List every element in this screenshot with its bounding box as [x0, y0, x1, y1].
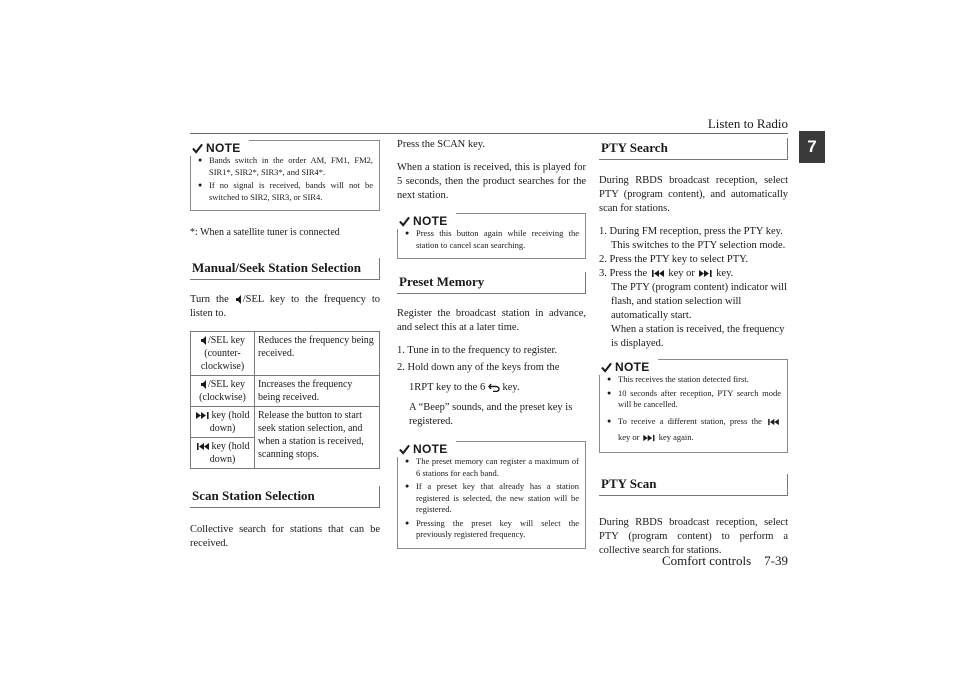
note-item: ● If a preset key that already has a station registered is selected, the new station will be registered.: [404, 481, 579, 516]
check-icon: [399, 444, 410, 455]
header-rule: [190, 133, 788, 134]
section-heading-manual-seek: Manual/Seek Station Selection: [190, 258, 380, 280]
note-item: ● To receive a different station, press the key or key again.: [606, 413, 781, 445]
scan-description: When a station is received, this is played for 5 seconds, then the product searches for the next station.: [397, 162, 586, 201]
table-row: [191, 332, 380, 376]
preset-steps: [397, 344, 586, 429]
list-item: 2. Hold down any of the keys from the 1RPT key to the 6 key.: [397, 362, 560, 393]
list-item: 1. During FM reception, press the PTY key.: [599, 226, 783, 237]
check-icon: [399, 216, 410, 227]
pty-scan-text: During RBDS broadcast reception, select PTY (program content) to perform a collective search for stations.: [599, 516, 788, 556]
list-item: A “Beep” sounds, and the preset key is registered.: [409, 402, 573, 427]
volume-icon: [235, 294, 243, 305]
section-heading-pty-search: PTY Search: [599, 138, 788, 160]
list-item: 3. Press the key or key.: [599, 268, 734, 279]
key-cell: key (hold down): [191, 438, 255, 469]
check-icon: [192, 143, 203, 154]
column-3: [599, 138, 788, 558]
skip-back-icon: [766, 418, 781, 426]
note-item: ● Pressing the preset key will select the previously registered frequency.: [404, 518, 579, 541]
key-cell: key (hold down): [191, 407, 255, 438]
volume-icon: [200, 379, 208, 390]
check-icon: [601, 362, 612, 373]
skip-back-icon: [650, 269, 666, 278]
desc-cell: Reduces the frequency being received.: [255, 332, 380, 376]
note-item: ● 10 seconds after reception, PTY search mode will be cancelled.: [606, 388, 781, 411]
note-label: NOTE: [599, 359, 658, 375]
key-cell: /SEL key (counter-clockwise): [191, 332, 255, 376]
note-item: ● Bands switch in the order AM, FM1, FM2, SIR1*, SIR2*, SIR3*, and SIR4*.: [197, 155, 373, 178]
list-item: 1. Tune in to the frequency to register.: [397, 345, 558, 356]
pty-search-text: During RBDS broadcast reception, select PTY (program content), and automatically scan for stations.: [599, 175, 788, 214]
chapter-tab: 7: [799, 131, 825, 163]
desc-cell: Release the button to start seek station selection, and when a station is received, scanning stops.: [255, 407, 380, 469]
note-box-scan: [397, 213, 586, 259]
return-arrow-icon: [488, 383, 500, 392]
note-box-bands: [190, 140, 380, 211]
note-label: NOTE: [397, 213, 456, 229]
skip-forward-icon: [642, 434, 657, 442]
footnote: *: When a satellite tuner is connected: [190, 227, 340, 238]
key-function-table: [190, 331, 380, 469]
note-label: NOTE: [190, 140, 249, 156]
table-row: [191, 407, 380, 438]
list-item: When a station is received, the frequency is displayed.: [611, 324, 785, 349]
list-item: The PTY (program content) indicator will flash, and station selection will automatically start.: [611, 282, 788, 321]
section-heading-pty-scan: PTY Scan: [599, 474, 788, 496]
volume-icon: [200, 335, 208, 346]
page-footer: Comfort controls 7-39: [661, 553, 788, 568]
table-row: [191, 376, 380, 407]
desc-cell: Increases the frequency being received.: [255, 376, 380, 407]
column-1: [190, 140, 380, 551]
list-item: 2. Press the PTY key to select PTY.: [599, 254, 749, 265]
note-item: ● Press this button again while receiving the station to cancel scan searching.: [404, 228, 579, 251]
scan-text: Collective search for stations that can be received.: [190, 524, 380, 549]
scan-instruction: Press the SCAN key.: [397, 139, 485, 150]
list-item: This switches to the PTY selection mode.: [611, 240, 786, 251]
skip-forward-icon: [698, 269, 714, 278]
section-heading-scan: Scan Station Selection: [190, 486, 380, 508]
key-cell: /SEL key (clockwise): [191, 376, 255, 407]
column-2: [397, 138, 586, 549]
note-item: ● The preset memory can register a maximum of 6 stations for each band.: [404, 456, 579, 479]
manual-intro: Turn the /SEL key to the frequency to listen to.: [190, 294, 380, 319]
preset-text: Register the broadcast station in advance, and select this at a later time.: [397, 308, 586, 333]
note-item: ● If no signal is received, bands will not be switched to SIR2, SIR3, or SIR4.: [197, 180, 373, 203]
skip-back-icon: [195, 442, 211, 451]
note-label: NOTE: [397, 441, 456, 457]
note-box-preset: [397, 441, 586, 549]
note-item: ● This receives the station detected first.: [606, 374, 781, 386]
section-heading-preset: Preset Memory: [397, 272, 586, 294]
pty-search-steps: [599, 225, 788, 351]
note-box-pty: [599, 359, 788, 453]
skip-forward-icon: [195, 411, 211, 420]
page-header-title: Listen to Radio: [707, 116, 788, 131]
